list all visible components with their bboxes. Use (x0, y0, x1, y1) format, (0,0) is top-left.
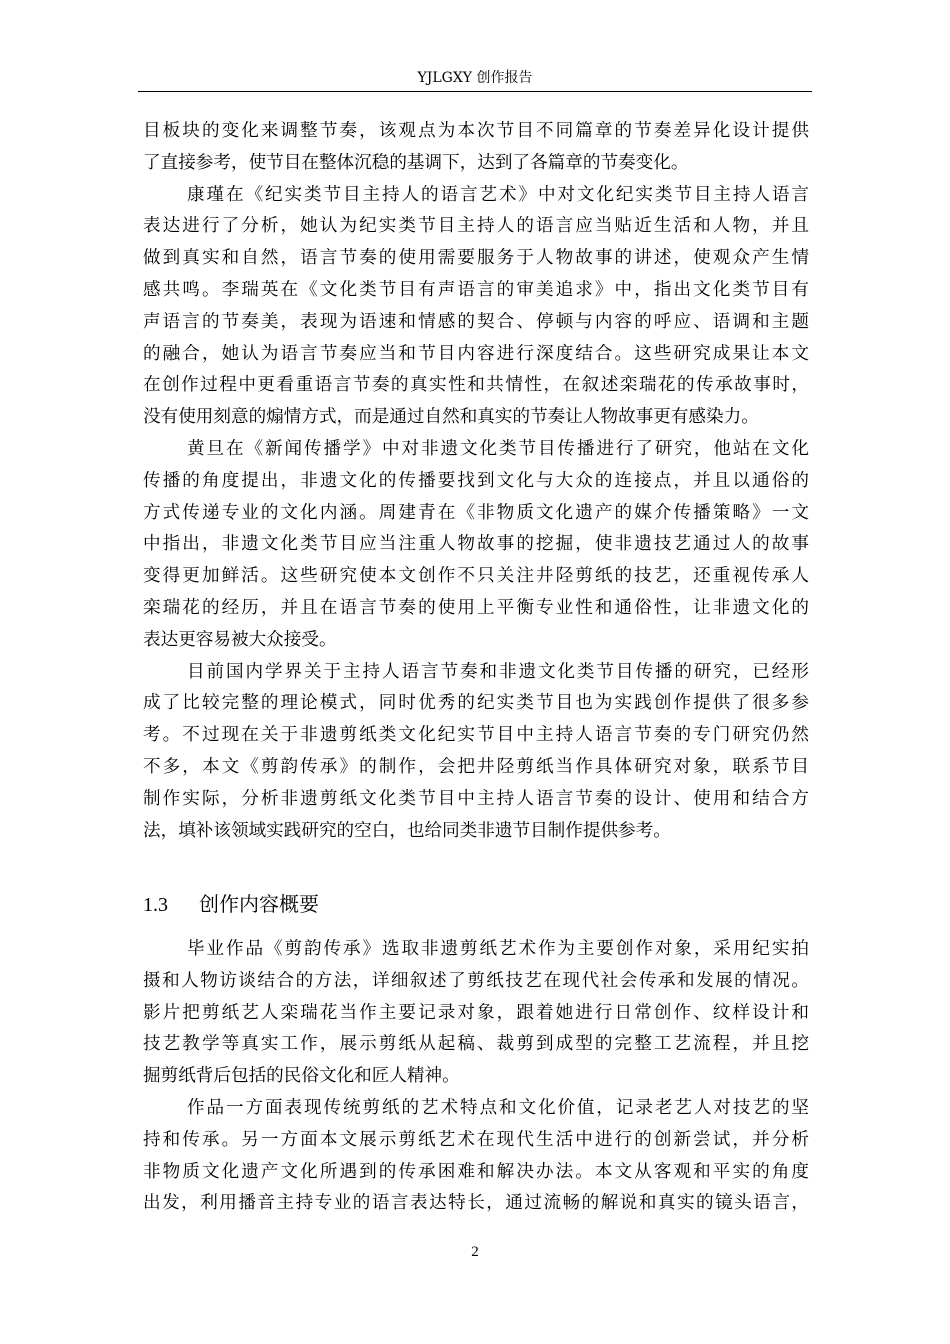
paragraph-line: 不多，本文《剪韵传承》的制作，会把井陉剪纸当作具体研究对象，联系节目 (143, 756, 809, 777)
paragraph-line: 传播的角度提出，非遗文化的传播要找到文化与大众的连接点，并且以通俗的 (143, 470, 809, 491)
paragraph-line: 毕业作品《剪韵传承》选取非遗剪纸艺术作为主要创作对象，采用纪实拍 (187, 939, 809, 959)
paragraph-line: 影片把剪纸艺人栾瑞花当作主要记录对象，跟着她进行日常创作、纹样设计和 (143, 1002, 809, 1023)
paragraph-line: 非物质文化遗产文化所遇到的传承困难和解决办法。本文从客观和平实的角度 (143, 1161, 809, 1182)
paragraph-line: 表达更容易被大众接受。 (143, 629, 337, 650)
paragraph-line: 黄旦在《新闻传播学》中对非遗文化类节目传播进行了研究，他站在文化 (187, 438, 809, 459)
paragraph-line: 没有使用刻意的煽情方式，而是通过自然和真实的节奏让人物故事更有感染力。 (143, 407, 759, 428)
paragraph-line: 出发，利用播音主持专业的语言表达特长，通过流畅的解说和真实的镜头语言， (143, 1193, 809, 1214)
paragraph-line: 做到真实和自然，语言节奏的使用需要服务于人物故事的讲述，使观众产生情 (143, 248, 809, 269)
paragraph-line: 的融合，她认为语言节奏应当和节目内容进行深度结合。这些研究成果让本文 (143, 343, 809, 364)
paragraph-line: 作品一方面表现传统剪纸的艺术特点和文化价值，记录老艺人对技艺的坚 (187, 1097, 809, 1118)
section-number: 1.3 (143, 894, 168, 916)
paragraph-line: 法，填补该领域实践研究的空白，也给同类非遗节目制作提供参考。 (143, 820, 671, 841)
paragraph-line: 考。不过现在关于非遗剪纸类文化纪实节目中主持人语言节奏的专门研究仍然 (143, 725, 809, 746)
paragraph-line: 在创作过程中更看重语言节奏的真实性和共情性，在叙述栾瑞花的传承故事时， (143, 375, 809, 396)
body-text-bottom (143, 934, 809, 1220)
paragraph-line: 目板块的变化来调整节奏，该观点为本次节目不同篇章的节奏差异化设计提供 (143, 121, 809, 141)
paragraph-line: 方式传递专业的文化内涵。周建青在《非物质文化遗产的媒介传播策略》一文 (143, 502, 809, 523)
paragraph-line: 康瑾在《纪实类节目主持人的语言艺术》中对文化纪实类节目主持人语言 (187, 184, 809, 205)
section-title: 创作内容概要 (199, 892, 319, 916)
paragraph-line: 掘剪纸背后包括的民俗文化和匠人精神。 (143, 1066, 460, 1087)
paragraph-line: 感共鸣。李瑞英在《文化类节目有声语言的审美追求》中，指出文化类节目有 (143, 279, 809, 300)
header-divider (138, 91, 812, 92)
page-number: 2 (471, 1244, 479, 1260)
paragraph-line: 技艺教学等真实工作，展示剪纸从起稿、裁剪到成型的完整工艺流程，并且挖 (143, 1034, 809, 1055)
paragraph-line: 成了比较完整的理论模式，同时优秀的纪实类节目也为实践创作提供了很多参 (143, 693, 809, 714)
paragraph-line: 变得更加鲜活。这些研究使本文创作不只关注井陉剪纸的技艺，还重视传承人 (143, 566, 809, 587)
paragraph-line: 栾瑞花的经历，并且在语言节奏的使用上平衡专业性和通俗性，让非遗文化的 (143, 597, 809, 618)
paragraph-line: 了直接参考，使节目在整体沉稳的基调下，达到了各篇章的节奏变化。 (143, 152, 689, 173)
paragraph-line: 持和传承。另一方面本文展示剪纸艺术在现代生活中进行的创新尝试，并分析 (143, 1129, 809, 1150)
paragraph-line: 摄和人物访谈结合的方法，详细叙述了剪纸技艺在现代社会传承和发展的情况。 (143, 970, 809, 991)
paragraph-line: 表达进行了分析，她认为纪实类节目主持人的语言应当贴近生活和人物，并且 (143, 216, 809, 237)
paragraph-line: 中指出，非遗文化类节目应当注重人物故事的挖掘，使非遗技艺通过人的故事 (143, 534, 809, 555)
body-text-top (143, 116, 809, 847)
paragraph-line: 制作实际，分析非遗剪纸文化类节目中主持人语言节奏的设计、使用和结合方 (143, 788, 809, 809)
paragraph-line: 目前国内学界关于主持人语言节奏和非遗文化类节目传播的研究，已经形 (187, 661, 809, 682)
paragraph-line: 声语言的节奏美，表现为语速和情感的契合、停顿与内容的呼应、语调和主题 (143, 311, 809, 332)
running-header: YJLGXY 创作报告 (417, 70, 533, 86)
section-heading (143, 888, 319, 921)
